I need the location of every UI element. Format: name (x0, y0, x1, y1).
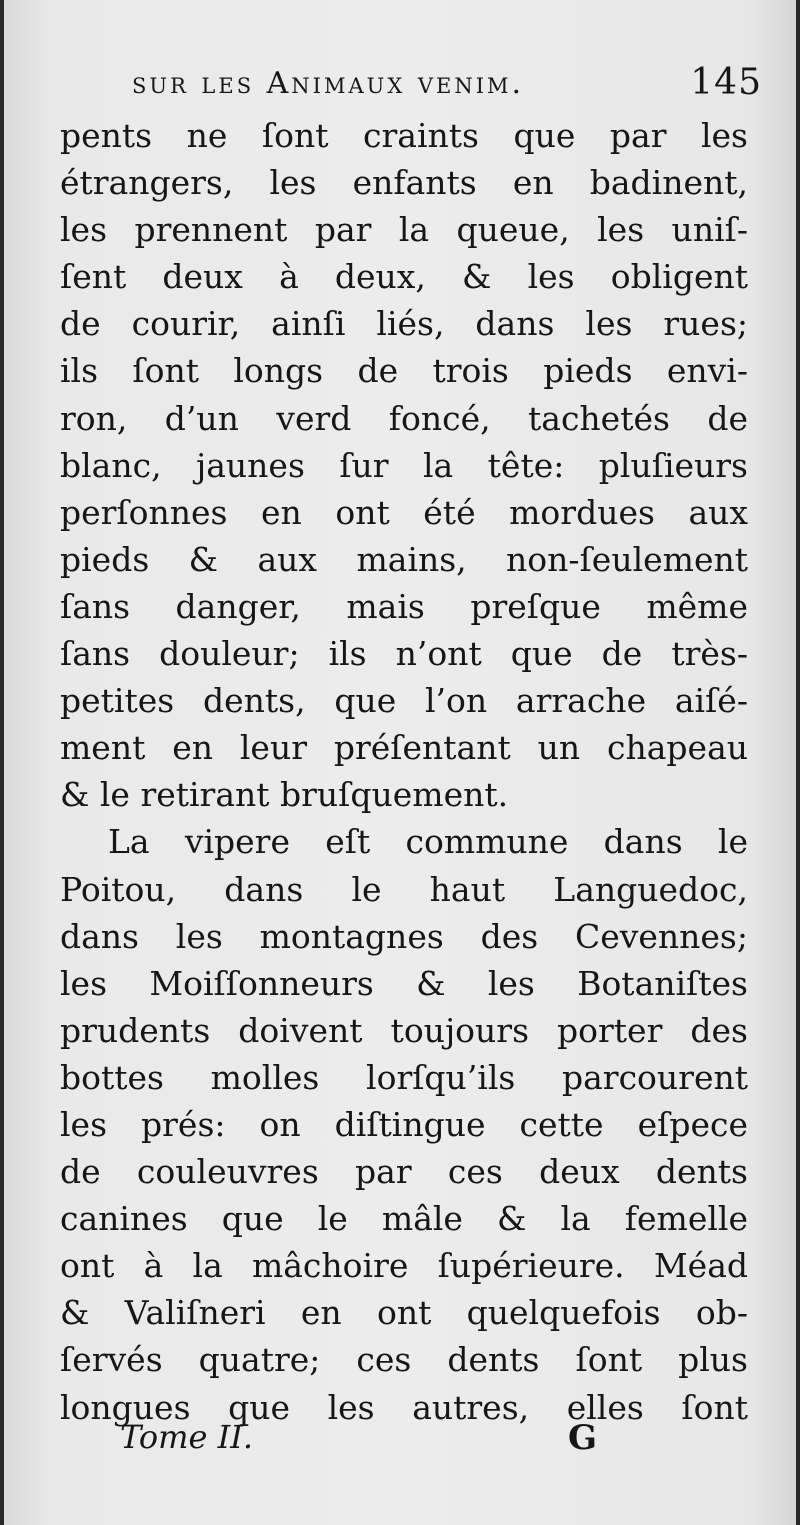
book-page (4, 0, 796, 1525)
text-line: ſervés quatre; ces dents ſont plus (60, 1340, 748, 1380)
text-line: ment en leur préſentant un chapeau (60, 728, 748, 768)
text-line: ils ſont longs de trois pieds envi- (60, 351, 748, 391)
signature-mark: G (568, 1418, 598, 1458)
text-line: ſent deux à deux, & les obligent (60, 257, 748, 297)
text-line: petites dents, que l’on arrache aiſé- (60, 681, 748, 721)
volume-label: Tome II. (120, 1418, 254, 1456)
text-line: pieds & aux mains, non-ſeulement (60, 539, 748, 579)
text-line: les prennent par la queue, les uniſ- (60, 210, 748, 250)
text-line: blanc, jaunes ſur la tête: pluſieurs (60, 445, 748, 485)
text-line: les Moiſſonneurs & les Botaniſtes (60, 963, 748, 1003)
text-line: longues que les autres, elles ſont (60, 1387, 748, 1427)
text-line: & Valiſneri en ont quelquefois ob- (60, 1293, 748, 1333)
running-title: sur les Animaux venim. (132, 66, 525, 101)
page-footer (120, 1418, 620, 1468)
text-line: ron, d’un verd foncé, tachetés de (60, 398, 748, 438)
text-line: ont à la mâchoire ſupérieure. Méad (60, 1246, 748, 1286)
text-line: prudents doivent toujours porter des (60, 1010, 748, 1050)
body-text (60, 112, 748, 1431)
text-line: ſans douleur; ils n’ont que de très- (60, 634, 748, 674)
text-line: perſonnes en ont été mordues aux (60, 492, 748, 532)
text-line: de couleuvres par ces deux dents (60, 1152, 748, 1192)
text-line: canines que le mâle & la femelle (60, 1199, 748, 1239)
text-line: ſans danger, mais preſque même (60, 586, 748, 626)
text-line: bottes molles lorſqu’ils parcourent (60, 1057, 748, 1097)
page-header (132, 62, 762, 112)
text-line: dans les montagnes des Cevennes; (60, 916, 748, 956)
text-line: pents ne ſont craints que par les (60, 116, 748, 155)
paragraph-start-line: La vipere eſt commune dans le (108, 822, 748, 862)
text-line: de courir, ainſi liés, dans les rues; (60, 304, 748, 344)
page-number: 145 (690, 62, 762, 103)
paragraph-end-line: & le retirant bruſquement. (60, 775, 509, 815)
text-line: étrangers, les enfants en badinent, (60, 163, 748, 203)
text-line: les prés: on diſtingue cette eſpece (60, 1104, 748, 1144)
text-line: Poitou, dans le haut Languedoc, (60, 869, 748, 909)
